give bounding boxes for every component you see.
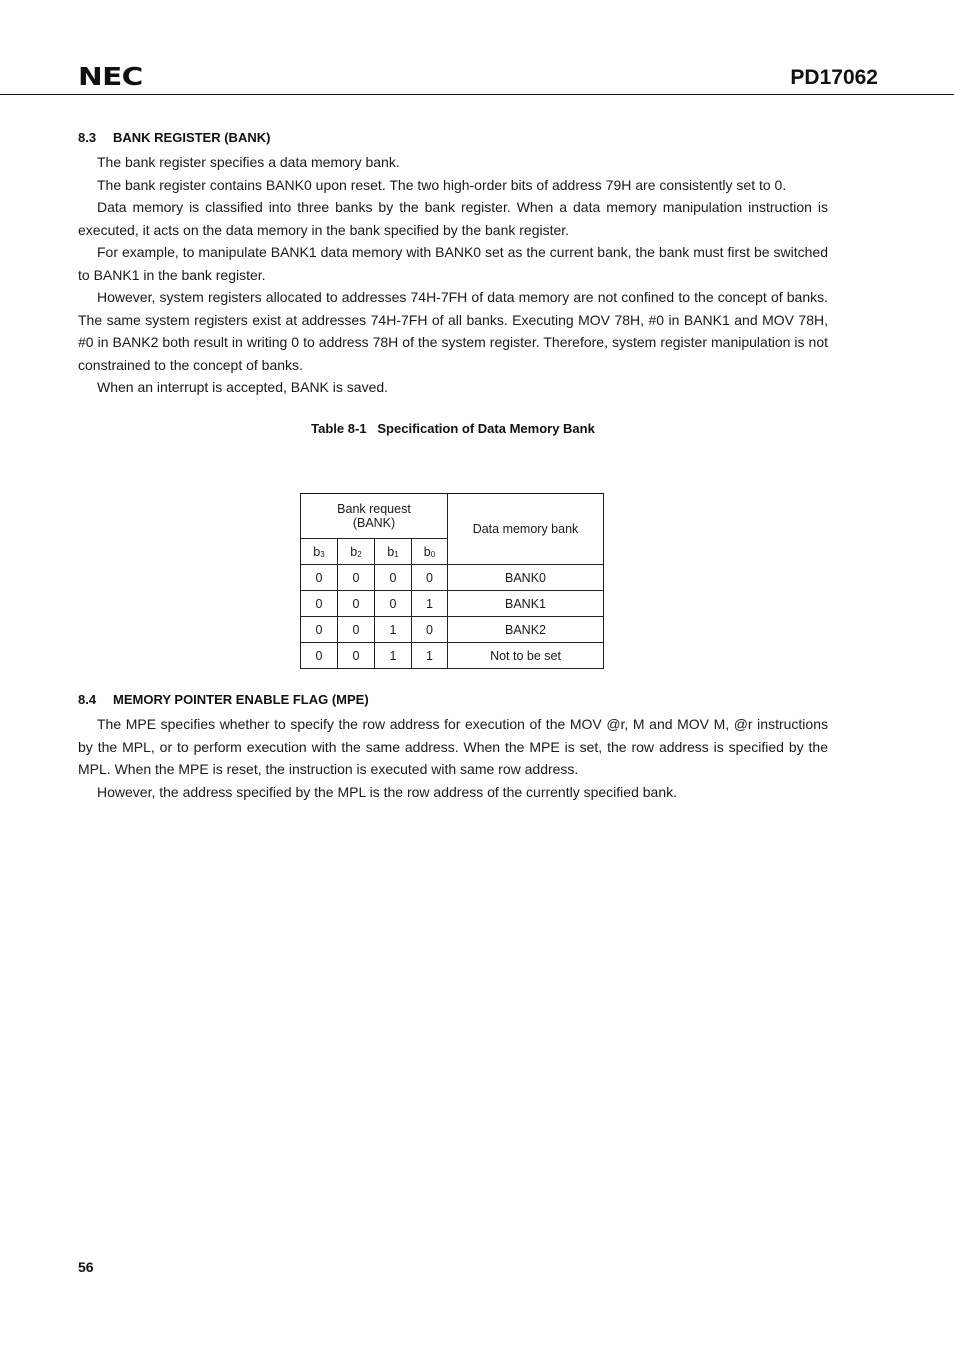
section-number: 8.4	[78, 692, 97, 707]
paragraph: However, system registers allocated to addresses 74H-7FH of data memory are not confined to the concept of banks. The same system registers exist at addresses 74H-7FH of all banks. Executing MOV 78H, #0 in BANK1 and MOV 78H, #0 in BANK2 both result in writing 0 to address 78H of the system register. Therefore, system register manipulation is not constrained to the concept of banks.	[78, 289, 828, 373]
cell-b2: 0	[338, 591, 375, 617]
table-row	[301, 643, 604, 669]
bit-header-sub: 0	[430, 549, 436, 559]
cell-b0: 1	[412, 643, 448, 669]
header-bank-request	[301, 494, 448, 539]
bit-header-base: b	[387, 544, 395, 559]
paragraph: For example, to manipulate BANK1 data memory with BANK0 set as the current bank, the bank must first be switched to BANK1 in the bank register.	[78, 244, 828, 283]
header-bit-0	[412, 539, 448, 565]
bit-header-base: b	[423, 544, 431, 559]
cell-b3: 0	[301, 591, 338, 617]
section-heading	[78, 692, 828, 707]
table-row	[301, 591, 604, 617]
header-data-memory-bank: Data memory bank	[448, 494, 604, 565]
table-caption: Table 8-1 Specification of Data Memory Bank	[311, 420, 595, 436]
paragraph: When an interrupt is accepted, BANK is saved.	[97, 379, 389, 395]
section-8-4	[78, 692, 828, 803]
document-number: PD17062	[790, 66, 878, 89]
cell-bank: BANK2	[448, 617, 604, 643]
header-bit-1	[375, 539, 412, 565]
paragraph: Data memory is classified into three banks by the bank register. When a data memory manipulation instruction is executed, it acts on the data memory in the bank specified by the bank register.	[78, 199, 828, 238]
cell-b1: 0	[375, 565, 412, 591]
cell-b1: 1	[375, 643, 412, 669]
table-header-row	[301, 494, 604, 539]
bit-header-sub: 3	[320, 549, 325, 559]
section-8-3	[78, 130, 828, 436]
cell-b0: 0	[412, 565, 448, 591]
paragraph: However, the address specified by the MPL is the row address of the currently specified bank.	[97, 783, 678, 800]
section-number: 8.3	[78, 130, 97, 145]
bank-spec-table-container	[300, 493, 604, 669]
bit-header-sub: 2	[357, 549, 362, 559]
bank-spec-table	[300, 493, 604, 669]
cell-b2: 0	[338, 565, 375, 591]
page-number: 56	[78, 1259, 94, 1275]
cell-b0: 0	[412, 617, 448, 643]
cell-b2: 0	[338, 617, 375, 643]
table-row	[301, 617, 604, 643]
header-divider	[0, 94, 954, 95]
cell-bank: BANK1	[448, 591, 604, 617]
cell-b3: 0	[301, 617, 338, 643]
section-title: MEMORY POINTER ENABLE FLAG (MPE)	[113, 692, 369, 707]
cell-b2: 0	[338, 643, 375, 669]
paragraph: The bank register contains BANK0 upon reset. The two high-order bits of address 79H are consistently set to 0.	[97, 176, 787, 193]
header-bank-request-line2: (BANK)	[352, 516, 396, 530]
header-bank-request-line1: Bank request	[337, 502, 411, 516]
cell-b1: 1	[375, 617, 412, 643]
table-row	[301, 565, 604, 591]
bit-header-base: b	[313, 544, 321, 559]
cell-b3: 0	[301, 643, 338, 669]
header-bit-2	[338, 539, 375, 565]
paragraph: The MPE specifies whether to specify the row address for execution of the MOV @r, M and MOV M, @r instructions by the MPL, or to perform execution with the same address. When the MPE is set, the row address is specified by the MPL. When the MPE is reset, the instruction is executed with same row address.	[78, 716, 828, 777]
paragraph: The bank register specifies a data memory bank.	[97, 154, 400, 170]
header-bit-3	[301, 539, 338, 565]
cell-bank: BANK0	[448, 565, 604, 591]
section-title: BANK REGISTER (BANK)	[113, 130, 271, 145]
section-heading	[78, 130, 828, 145]
bit-header-sub: 1	[394, 549, 399, 559]
cell-b3: 0	[301, 565, 338, 591]
cell-b0: 1	[412, 591, 448, 617]
nec-logo: NEC	[78, 62, 143, 91]
cell-b1: 0	[375, 591, 412, 617]
cell-bank: Not to be set	[448, 643, 604, 669]
bit-header-base: b	[350, 544, 358, 559]
